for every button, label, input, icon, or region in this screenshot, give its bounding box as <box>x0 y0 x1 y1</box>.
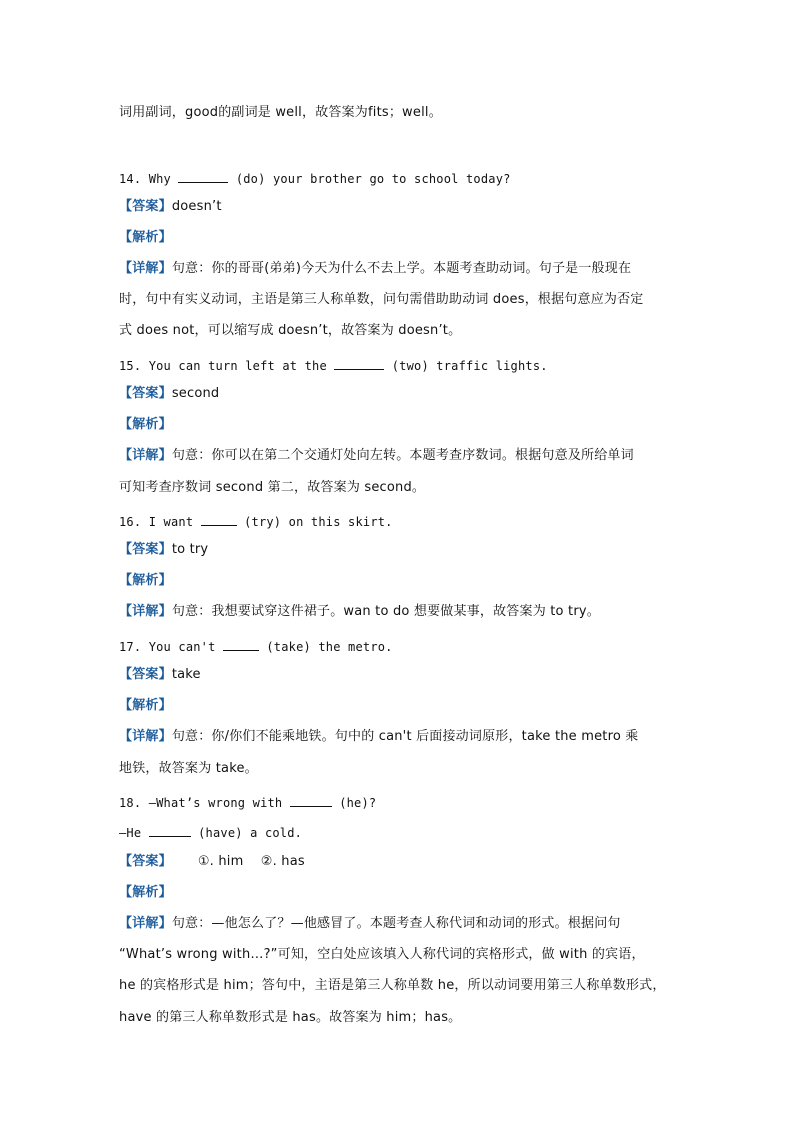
answer-blank <box>334 357 384 370</box>
question-16: 16. I want (try) on this skirt. <box>119 515 393 529</box>
q15-detail-line-1: 【详解】句意：你可以在第二个交通灯处向左转。本题考查序数词。根据句意及所给单词 <box>119 448 634 463</box>
continued-explanation: 词用副词，good的副词是 well，故答案为fits；well。 <box>119 105 442 120</box>
q18-detail-line-2: “What’s wrong with…?”可知，空白处应该填入人称代词的宾格形式，做 with 的宾语， <box>119 947 645 962</box>
q15-analysis-tag: 【解析】 <box>119 417 172 432</box>
q18-detail-line-1: 【详解】句意：—他怎么了？—他感冒了。本题考查人称代词和动词的形式。根据问句 <box>119 916 621 931</box>
q14-detail-line-1: 【详解】句意：你的哥哥(弟弟)今天为什么不去上学。本题考查助动词。句子是一般现在 <box>119 261 632 276</box>
answer-tag: 【答案】 <box>119 386 172 401</box>
q16-detail-line-1: 【详解】句意：我想要试穿这件裙子。wan to do 想要做某事，故答案为 to try。 <box>119 604 600 619</box>
q15-detail-line-2: 可知考查序数词 second 第二，故答案为 second。 <box>119 480 426 495</box>
q18-analysis-tag: 【解析】 <box>119 885 172 900</box>
q14-detail-line-3: 式 does not，可以缩写成 doesn’t，故答案为 doesn’t。 <box>119 323 462 338</box>
q17-answer-text: take <box>171 667 201 682</box>
q17-analysis-tag: 【解析】 <box>119 698 172 713</box>
q14-detail-line-2: 时，句中有实义动词，主语是第三人称单数，问句需借助助动词 does，根据句意应为否定 <box>119 292 644 307</box>
q15-answer <box>119 386 219 402</box>
detail-tag: 【详解】 <box>119 916 172 931</box>
q16-analysis-tag: 【解析】 <box>119 573 172 588</box>
q16-answer-text: to try <box>171 542 209 557</box>
detail-tag: 【详解】 <box>119 261 172 276</box>
q17-detail-line-2: 地铁，故答案为 take。 <box>119 761 258 776</box>
answer-tag: 【答案】 <box>119 854 172 869</box>
q14-answer-text: doesn’t <box>171 199 222 214</box>
q14-answer <box>119 199 222 215</box>
q18-detail-line-4: have 的第三人称单数形式是 has。故答案为 him；has。 <box>119 1010 462 1025</box>
answer-tag: 【答案】 <box>119 199 172 214</box>
question-18-line-1: 18. —What’s wrong with (he)? <box>119 796 377 810</box>
detail-tag: 【详解】 <box>119 604 172 619</box>
question-14: 14. Why (do) your brother go to school today? <box>119 172 511 186</box>
q18-answer <box>119 854 305 870</box>
answer-blank <box>149 824 191 837</box>
detail-tag: 【详解】 <box>119 729 172 744</box>
answer-blank <box>223 638 259 651</box>
answer-blank <box>201 513 237 526</box>
answer-tag: 【答案】 <box>119 542 172 557</box>
question-15: 15. You can turn left at the (two) traffic lights. <box>119 359 548 373</box>
q15-answer-text: second <box>171 386 220 401</box>
q17-answer <box>119 667 201 683</box>
q14-analysis-tag: 【解析】 <box>119 230 172 245</box>
answer-tag: 【答案】 <box>119 667 172 682</box>
q16-answer <box>119 542 208 558</box>
q17-detail-line-1: 【详解】句意：你/你们不能乘地铁。句中的 can't 后面接动词原形，take the metro 乘 <box>119 729 639 744</box>
answer-blank <box>178 170 228 183</box>
answer-blank <box>290 794 332 807</box>
q18-answer-text: ①. him ②. has <box>197 854 305 869</box>
q18-detail-line-3: he 的宾格形式是 him；答句中，主语是第三人称单数 he，所以动词要用第三人称单数形式， <box>119 978 666 993</box>
detail-tag: 【详解】 <box>119 448 172 463</box>
question-17: 17. You can't (take) the metro. <box>119 640 393 654</box>
question-18-line-2: —He (have) a cold. <box>119 826 303 840</box>
